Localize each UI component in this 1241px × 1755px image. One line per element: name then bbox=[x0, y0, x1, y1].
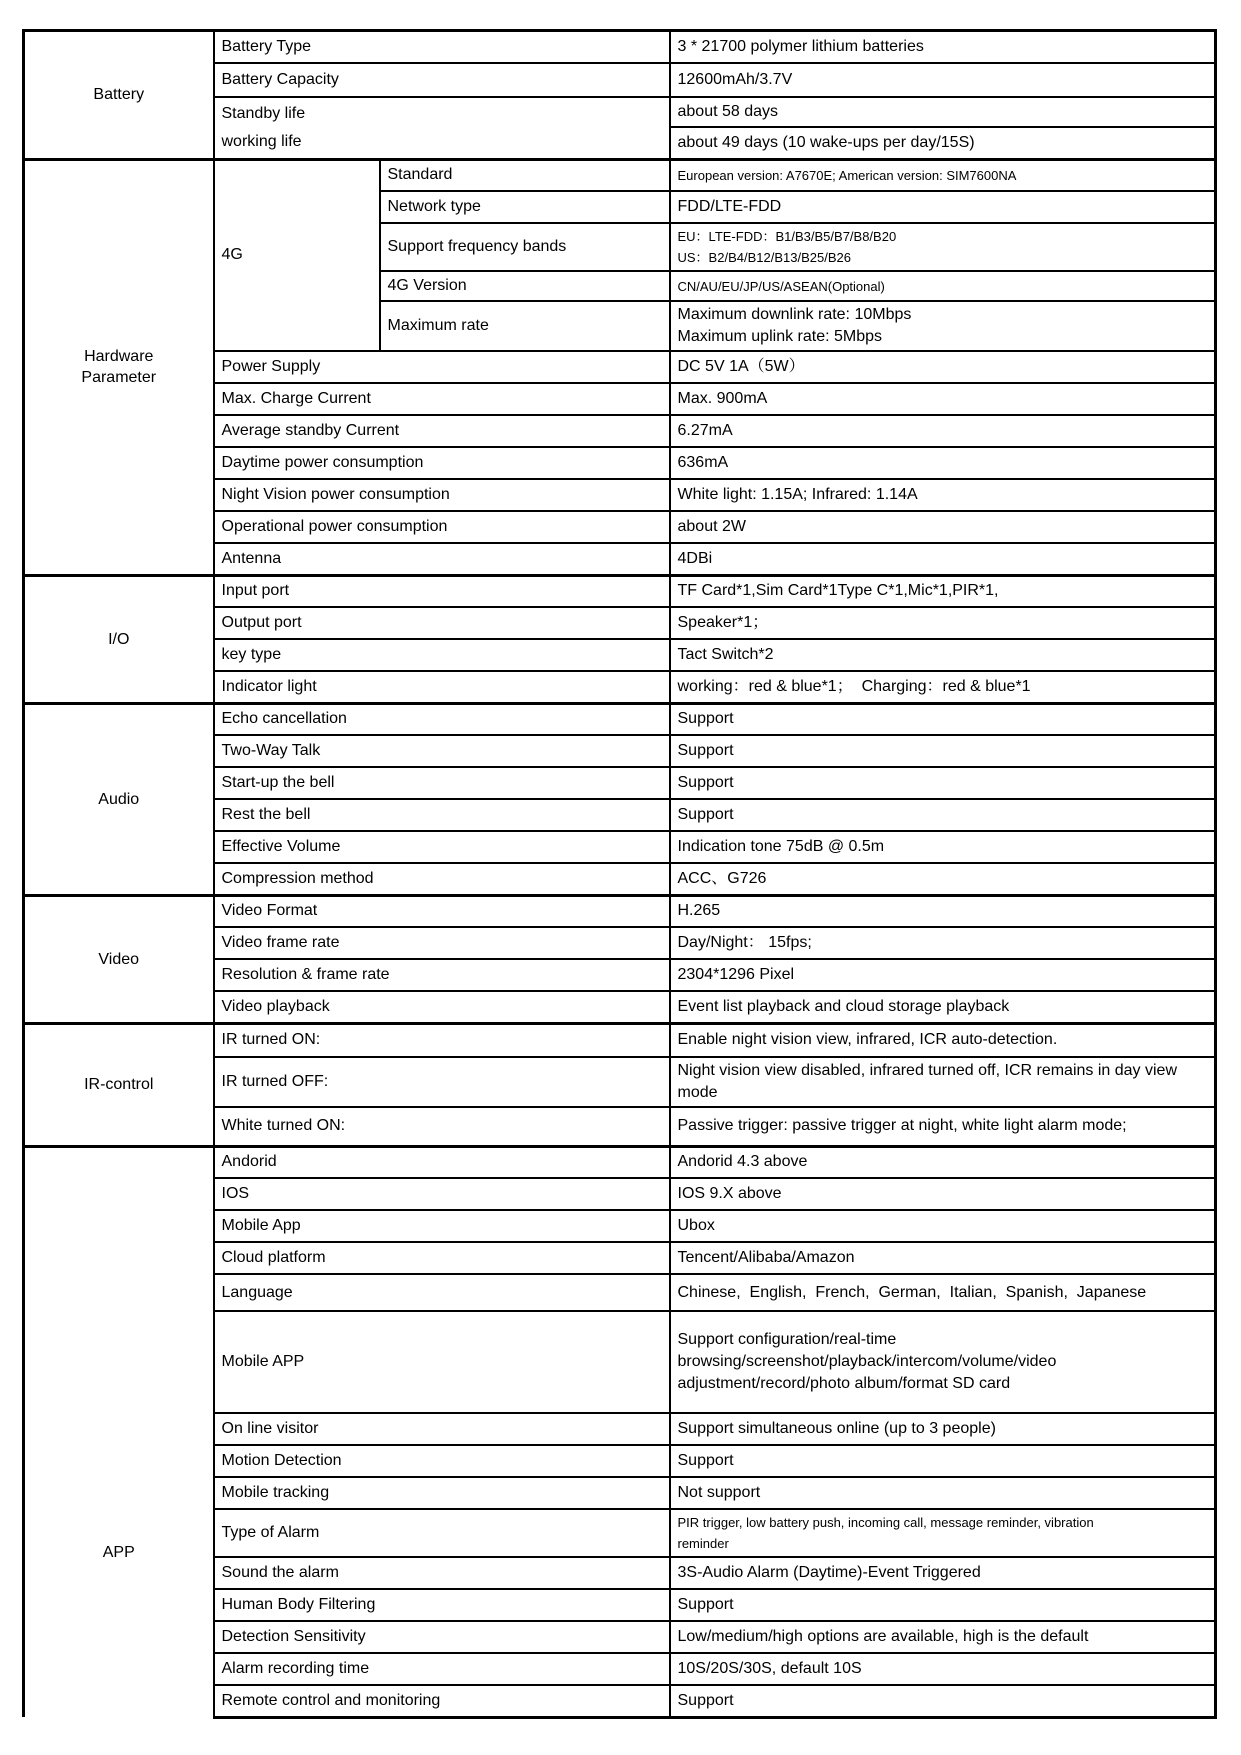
label-output-port: Output port bbox=[214, 607, 670, 639]
value-power-supply: DC 5V 1A（5W） bbox=[670, 351, 1216, 383]
label-rest-the-bell: Rest the bell bbox=[214, 799, 670, 831]
text-line: mode bbox=[677, 1084, 718, 1101]
value-cloud-platform: Tencent/Alibaba/Amazon bbox=[670, 1242, 1216, 1274]
category-hardware-parameter bbox=[24, 159, 214, 575]
label-language: Language bbox=[214, 1274, 670, 1311]
value-effective-volume: Indication tone 75dB @ 0.5m bbox=[670, 831, 1216, 863]
value-human-body-filtering: Support bbox=[670, 1589, 1216, 1621]
value-max-charge-current: Max. 900mA bbox=[670, 383, 1216, 415]
value-battery-type: 3 * 21700 polymer lithium batteries bbox=[670, 31, 1216, 63]
label-human-body-filtering: Human Body Filtering bbox=[214, 1589, 670, 1621]
label-antenna: Antenna bbox=[214, 543, 670, 575]
text-line: adjustment/record/photo album/format SD card bbox=[677, 1375, 1011, 1392]
value-type-of-alarm bbox=[670, 1509, 1216, 1557]
value-network-type: FDD/LTE-FDD bbox=[670, 191, 1216, 223]
value-support-frequency-bands bbox=[670, 223, 1216, 271]
label-key-type: key type bbox=[214, 639, 670, 671]
value-sound-the-alarm: 3S-Audio Alarm (Daytime)-Event Triggered bbox=[670, 1557, 1216, 1589]
label-video-format: Video Format bbox=[214, 895, 670, 927]
spec-table bbox=[22, 29, 1217, 1719]
label-average-standby-current: Average standby Current bbox=[214, 415, 670, 447]
label-video-frame-rate: Video frame rate bbox=[214, 927, 670, 959]
label-alarm-recording-time: Alarm recording time bbox=[214, 1653, 670, 1685]
text-line: reminder bbox=[677, 1536, 729, 1551]
label-input-port: Input port bbox=[214, 575, 670, 607]
label-white-turned-on: White turned ON: bbox=[214, 1107, 670, 1146]
value-resolution-frame-rate: 2304*1296 Pixel bbox=[670, 959, 1216, 991]
value-mobile-app: Ubox bbox=[670, 1210, 1216, 1242]
value-video-frame-rate: Day/Night： 15fps; bbox=[670, 927, 1216, 959]
row-ir-turned-on bbox=[24, 1023, 1216, 1057]
category-i-o bbox=[24, 575, 214, 703]
value-ir-turned-on: Enable night vision view, infrared, ICR auto-detection. bbox=[670, 1023, 1216, 1057]
spec-table-body bbox=[24, 31, 1216, 1718]
label-detection-sensitivity: Detection Sensitivity bbox=[214, 1621, 670, 1653]
value-video-format: H.265 bbox=[670, 895, 1216, 927]
label-battery-capacity: Battery Capacity bbox=[214, 63, 670, 97]
text-line: Maximum uplink rate: 5Mbps bbox=[677, 328, 883, 345]
label-cloud-platform: Cloud platform bbox=[214, 1242, 670, 1274]
value-night-vision-power-consumption: White light: 1.15A; Infrared: 1.14A bbox=[670, 479, 1216, 511]
label-support-frequency-bands: Support frequency bands bbox=[380, 223, 670, 271]
label-power-supply: Power Supply bbox=[214, 351, 670, 383]
value-white-turned-on: Passive trigger: passive trigger at night, white light alarm mode; bbox=[670, 1107, 1216, 1146]
text-line: browsing/screenshot/playback/intercom/volume/video bbox=[677, 1353, 1057, 1370]
value-video-playback: Event list playback and cloud storage playback bbox=[670, 991, 1216, 1023]
label-operational-power-consumption: Operational power consumption bbox=[214, 511, 670, 543]
label-two-way-talk: Two-Way Talk bbox=[214, 735, 670, 767]
category-video bbox=[24, 895, 214, 1023]
label-andorid: Andorid bbox=[214, 1146, 670, 1178]
category-ir-control bbox=[24, 1023, 214, 1146]
label-ios: IOS bbox=[214, 1178, 670, 1210]
label-mobile-app-2: Mobile APP bbox=[214, 1311, 670, 1413]
label-maximum-rate: Maximum rate bbox=[380, 301, 670, 351]
label-max-charge-current: Max. Charge Current bbox=[214, 383, 670, 415]
label-battery-type: Battery Type bbox=[214, 31, 670, 63]
category-label: I/O bbox=[108, 630, 130, 648]
value-mobile-tracking: Not support bbox=[670, 1477, 1216, 1509]
label-sound-the-alarm: Sound the alarm bbox=[214, 1557, 670, 1589]
label-standard: Standard bbox=[380, 159, 670, 191]
label-mobile-app: Mobile App bbox=[214, 1210, 670, 1242]
label-effective-volume: Effective Volume bbox=[214, 831, 670, 863]
label-night-vision-power-consumption: Night Vision power consumption bbox=[214, 479, 670, 511]
value-two-way-talk: Support bbox=[670, 735, 1216, 767]
value-4g-version: CN/AU/EU/JP/US/ASEAN(Optional) bbox=[670, 271, 1216, 301]
value-indicator-light: working：red & blue*1； Charging：red & blue*1 bbox=[670, 671, 1216, 703]
label-remote-control-and-monitoring: Remote control and monitoring bbox=[214, 1685, 670, 1717]
label-on-line-visitor: On line visitor bbox=[214, 1413, 670, 1445]
label-video-playback: Video playback bbox=[214, 991, 670, 1023]
text-line: working life bbox=[221, 132, 302, 150]
text-line: PIR trigger, low battery push, incoming call, message reminder, vibration bbox=[677, 1515, 1094, 1530]
label-ir-turned-off: IR turned OFF: bbox=[214, 1057, 670, 1107]
label-ir-turned-on: IR turned ON: bbox=[214, 1023, 670, 1057]
text-line: EU：LTE-FDD：B1/B3/B5/B7/B8/B20 bbox=[677, 229, 897, 244]
value-ios: IOS 9.X above bbox=[670, 1178, 1216, 1210]
value-daytime-power-consumption: 636mA bbox=[670, 447, 1216, 479]
value-standby-life: about 58 days bbox=[670, 97, 1216, 127]
text-line: Standby life bbox=[221, 104, 306, 122]
label-resolution-frame-rate: Resolution & frame rate bbox=[214, 959, 670, 991]
value-key-type: Tact Switch*2 bbox=[670, 639, 1216, 671]
text-line: US：B2/B4/B12/B13/B25/B26 bbox=[677, 250, 851, 265]
row-input-port bbox=[24, 575, 1216, 607]
category-audio bbox=[24, 703, 214, 895]
cell-4g: 4G bbox=[214, 159, 380, 351]
row-andorid bbox=[24, 1146, 1216, 1178]
value-motion-detection: Support bbox=[670, 1445, 1216, 1477]
text-line: Support configuration/real-time bbox=[677, 1331, 897, 1348]
value-mobile-app-2 bbox=[670, 1311, 1216, 1413]
label-4g-version: 4G Version bbox=[380, 271, 670, 301]
category-label: Audio bbox=[98, 790, 140, 808]
value-input-port: TF Card*1,Sim Card*1Type C*1,Mic*1,PIR*1, bbox=[670, 575, 1216, 607]
category-label: APP bbox=[102, 1543, 135, 1561]
label-motion-detection: Motion Detection bbox=[214, 1445, 670, 1477]
value-detection-sensitivity: Low/medium/high options are available, high is the default bbox=[670, 1621, 1216, 1653]
value-start-up-the-bell: Support bbox=[670, 767, 1216, 799]
value-compression-method: ACC、G726 bbox=[670, 863, 1216, 895]
value-language: Chinese, English, French, German, Italian, Spanish, Japanese bbox=[670, 1274, 1216, 1311]
value-battery-capacity: 12600mAh/3.7V bbox=[670, 63, 1216, 97]
value-working-life: about 49 days (10 wake-ups per day/15S) bbox=[670, 127, 1216, 159]
category-label: Video bbox=[98, 950, 140, 968]
label-type-of-alarm: Type of Alarm bbox=[214, 1509, 670, 1557]
category-label: IR-control bbox=[84, 1076, 154, 1093]
value-echo-cancellation: Support bbox=[670, 703, 1216, 735]
category-app bbox=[24, 1146, 214, 1717]
category-label: Battery bbox=[93, 86, 145, 104]
label-mobile-tracking: Mobile tracking bbox=[214, 1477, 670, 1509]
value-on-line-visitor: Support simultaneous online (up to 3 people) bbox=[670, 1413, 1216, 1445]
category-label: Hardware Parameter bbox=[81, 348, 157, 386]
value-standard: European version: A7670E; American version: SIM7600NA bbox=[670, 159, 1216, 191]
row-echo-cancellation bbox=[24, 703, 1216, 735]
row-standard bbox=[24, 159, 1216, 191]
value-average-standby-current: 6.27mA bbox=[670, 415, 1216, 447]
value-operational-power-consumption: about 2W bbox=[670, 511, 1216, 543]
label-echo-cancellation: Echo cancellation bbox=[214, 703, 670, 735]
value-ir-turned-off bbox=[670, 1057, 1216, 1107]
value-alarm-recording-time: 10S/20S/30S, default 10S bbox=[670, 1653, 1216, 1685]
value-antenna: 4DBi bbox=[670, 543, 1216, 575]
value-output-port: Speaker*1； bbox=[670, 607, 1216, 639]
row-video-format bbox=[24, 895, 1216, 927]
label-network-type: Network type bbox=[380, 191, 670, 223]
category-battery bbox=[24, 31, 214, 160]
value-rest-the-bell: Support bbox=[670, 799, 1216, 831]
text-line: Night vision view disabled, infrared turned off, ICR remains in day view bbox=[677, 1062, 1177, 1079]
value-maximum-rate bbox=[670, 301, 1216, 351]
value-remote-control-and-monitoring: Support bbox=[670, 1685, 1216, 1717]
spec-sheet bbox=[22, 29, 1217, 1719]
row-battery-type bbox=[24, 31, 1216, 63]
label-daytime-power-consumption: Daytime power consumption bbox=[214, 447, 670, 479]
value-andorid: Andorid 4.3 above bbox=[670, 1146, 1216, 1178]
label-compression-method: Compression method bbox=[214, 863, 670, 895]
label-standby-life-working-life bbox=[214, 97, 670, 160]
label-indicator-light: Indicator light bbox=[214, 671, 670, 703]
text-line: Maximum downlink rate: 10Mbps bbox=[677, 306, 912, 323]
label-start-up-the-bell: Start-up the bell bbox=[214, 767, 670, 799]
label-stack bbox=[222, 100, 662, 156]
